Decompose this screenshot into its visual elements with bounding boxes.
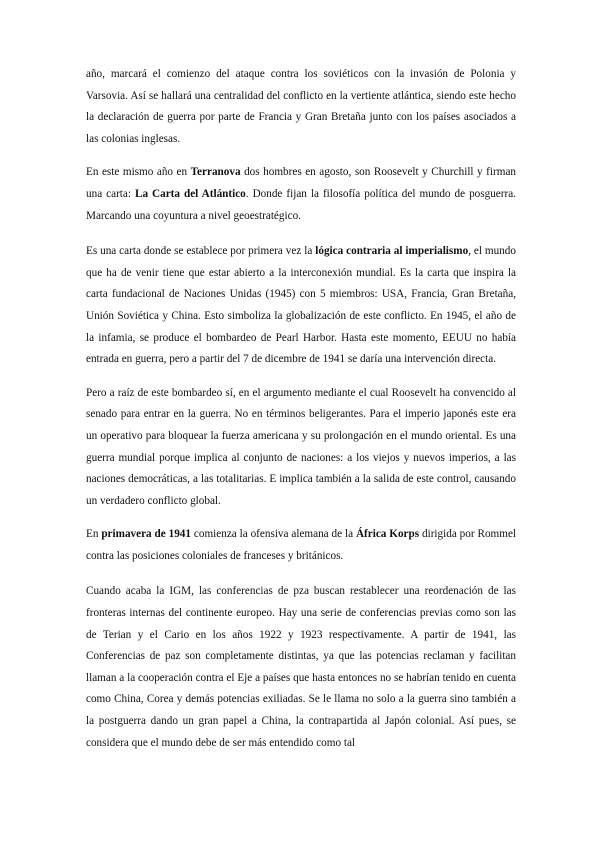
term-carta-atlantico: La Carta del Atlántico	[134, 187, 246, 200]
paragraph-5-text-a: En	[86, 528, 102, 541]
term-logica-contraria: lógica contraria al imperialismo	[315, 245, 469, 258]
paragraph-2-text-a: En este mismo año en	[86, 166, 191, 179]
paragraph-2-text-b: dos hombres en agosto, son Roosevelt y Churchill y firman una carta:	[86, 166, 516, 200]
paragraph-5-text-c: dirigida por Rommel contra las posiciones coloniales de franceses y británicos.	[86, 528, 517, 562]
paragraph-2-text-c: . Donde fijan la filosofía política del mundo de posguerra. Marcando una coyuntura a nivel geoestratégico.	[86, 187, 516, 222]
paragraph-5	[86, 524, 516, 567]
paragraph-3-text-a: Es una carta donde se establece por primera vez la	[86, 245, 316, 258]
paragraph-4	[86, 383, 516, 513]
term-terranova: Terranova	[190, 166, 241, 179]
paragraph-1	[86, 64, 516, 150]
paragraph-3-text-b: , el mundo que ha de venir tiene que estar abierto a la interconexión mundial. Es la carta que inspira la carta fundacional de Naciones Unidas (1945) con 5 miembros: USA, Francia, Gran Bretaña, Unión Soviética y China. Esto simboliza la globalización de este conflicto. En 1945, el año de la infamia, se produce el bombardeo de Pearl Harbor. Hasta este momento, EEUU no había entrada en guerra, pero a partir del 7 de dicembre de 1941 se daría una intervención directa.	[86, 245, 516, 366]
paragraph-6	[86, 581, 516, 754]
term-primavera-1941: primavera de 1941	[101, 528, 191, 541]
paragraph-3	[86, 241, 516, 371]
paragraph-2	[86, 162, 516, 227]
paragraph-5-text-b: comienza la ofensiva alemana de la	[191, 528, 356, 541]
document-page	[86, 64, 516, 766]
term-africa-korps: África Korps	[355, 528, 420, 541]
paragraph-4-text: Pero a raíz de este bombardeo sí, en el argumento mediante el cual Roosevelt ha convencido al senado para entrar en la guerra. No en términos beligerantes. Para el imperio japonés este era un operativo para bloquear la fuerza americana y su prolongación en el mundo oriental. Es una guerra mundial porque implica al conjunto de naciones: a los viejos y nuevos imperios, a las naciones democráticas, a las totalitarias. E implica también a la salida de este control, causando un verdadero conflicto global.	[86, 386, 516, 507]
paragraph-6-text: Cuando acaba la IGM, las conferencias de pza buscan restablecer una reordenación de las fronteras internas del continente europeo. Hay una serie de conferencias previas como son las de Terian y el Cario en los años 1922 y 1923 respectivamente. A partir de 1941, las Conferencias de paz son completamente distintas, ya que las potencias reclaman y facilitan llaman a la cooperación contra el Eje a países que hasta entonces no se habrían tenido en cuenta como China, Corea y demás potencias exiliadas. Se le llama no solo a la guerra sino también a la postguerra dando un gran papel a China, la contrapartida al Japón colonial. Así pues, se considera que el mundo debe de ser más entendido como tal	[86, 585, 516, 749]
paragraph-1-text: año, marcará el comienzo del ataque contra los soviéticos con la invasión de Polonia y Varsovia. Así se hallará una centralidad del conflicto en la vertiente atlántica, siendo este hecho la declaración de guerra por parte de Francia y Gran Bretaña junto con los países asociados a las colonias inglesas.	[86, 68, 516, 145]
